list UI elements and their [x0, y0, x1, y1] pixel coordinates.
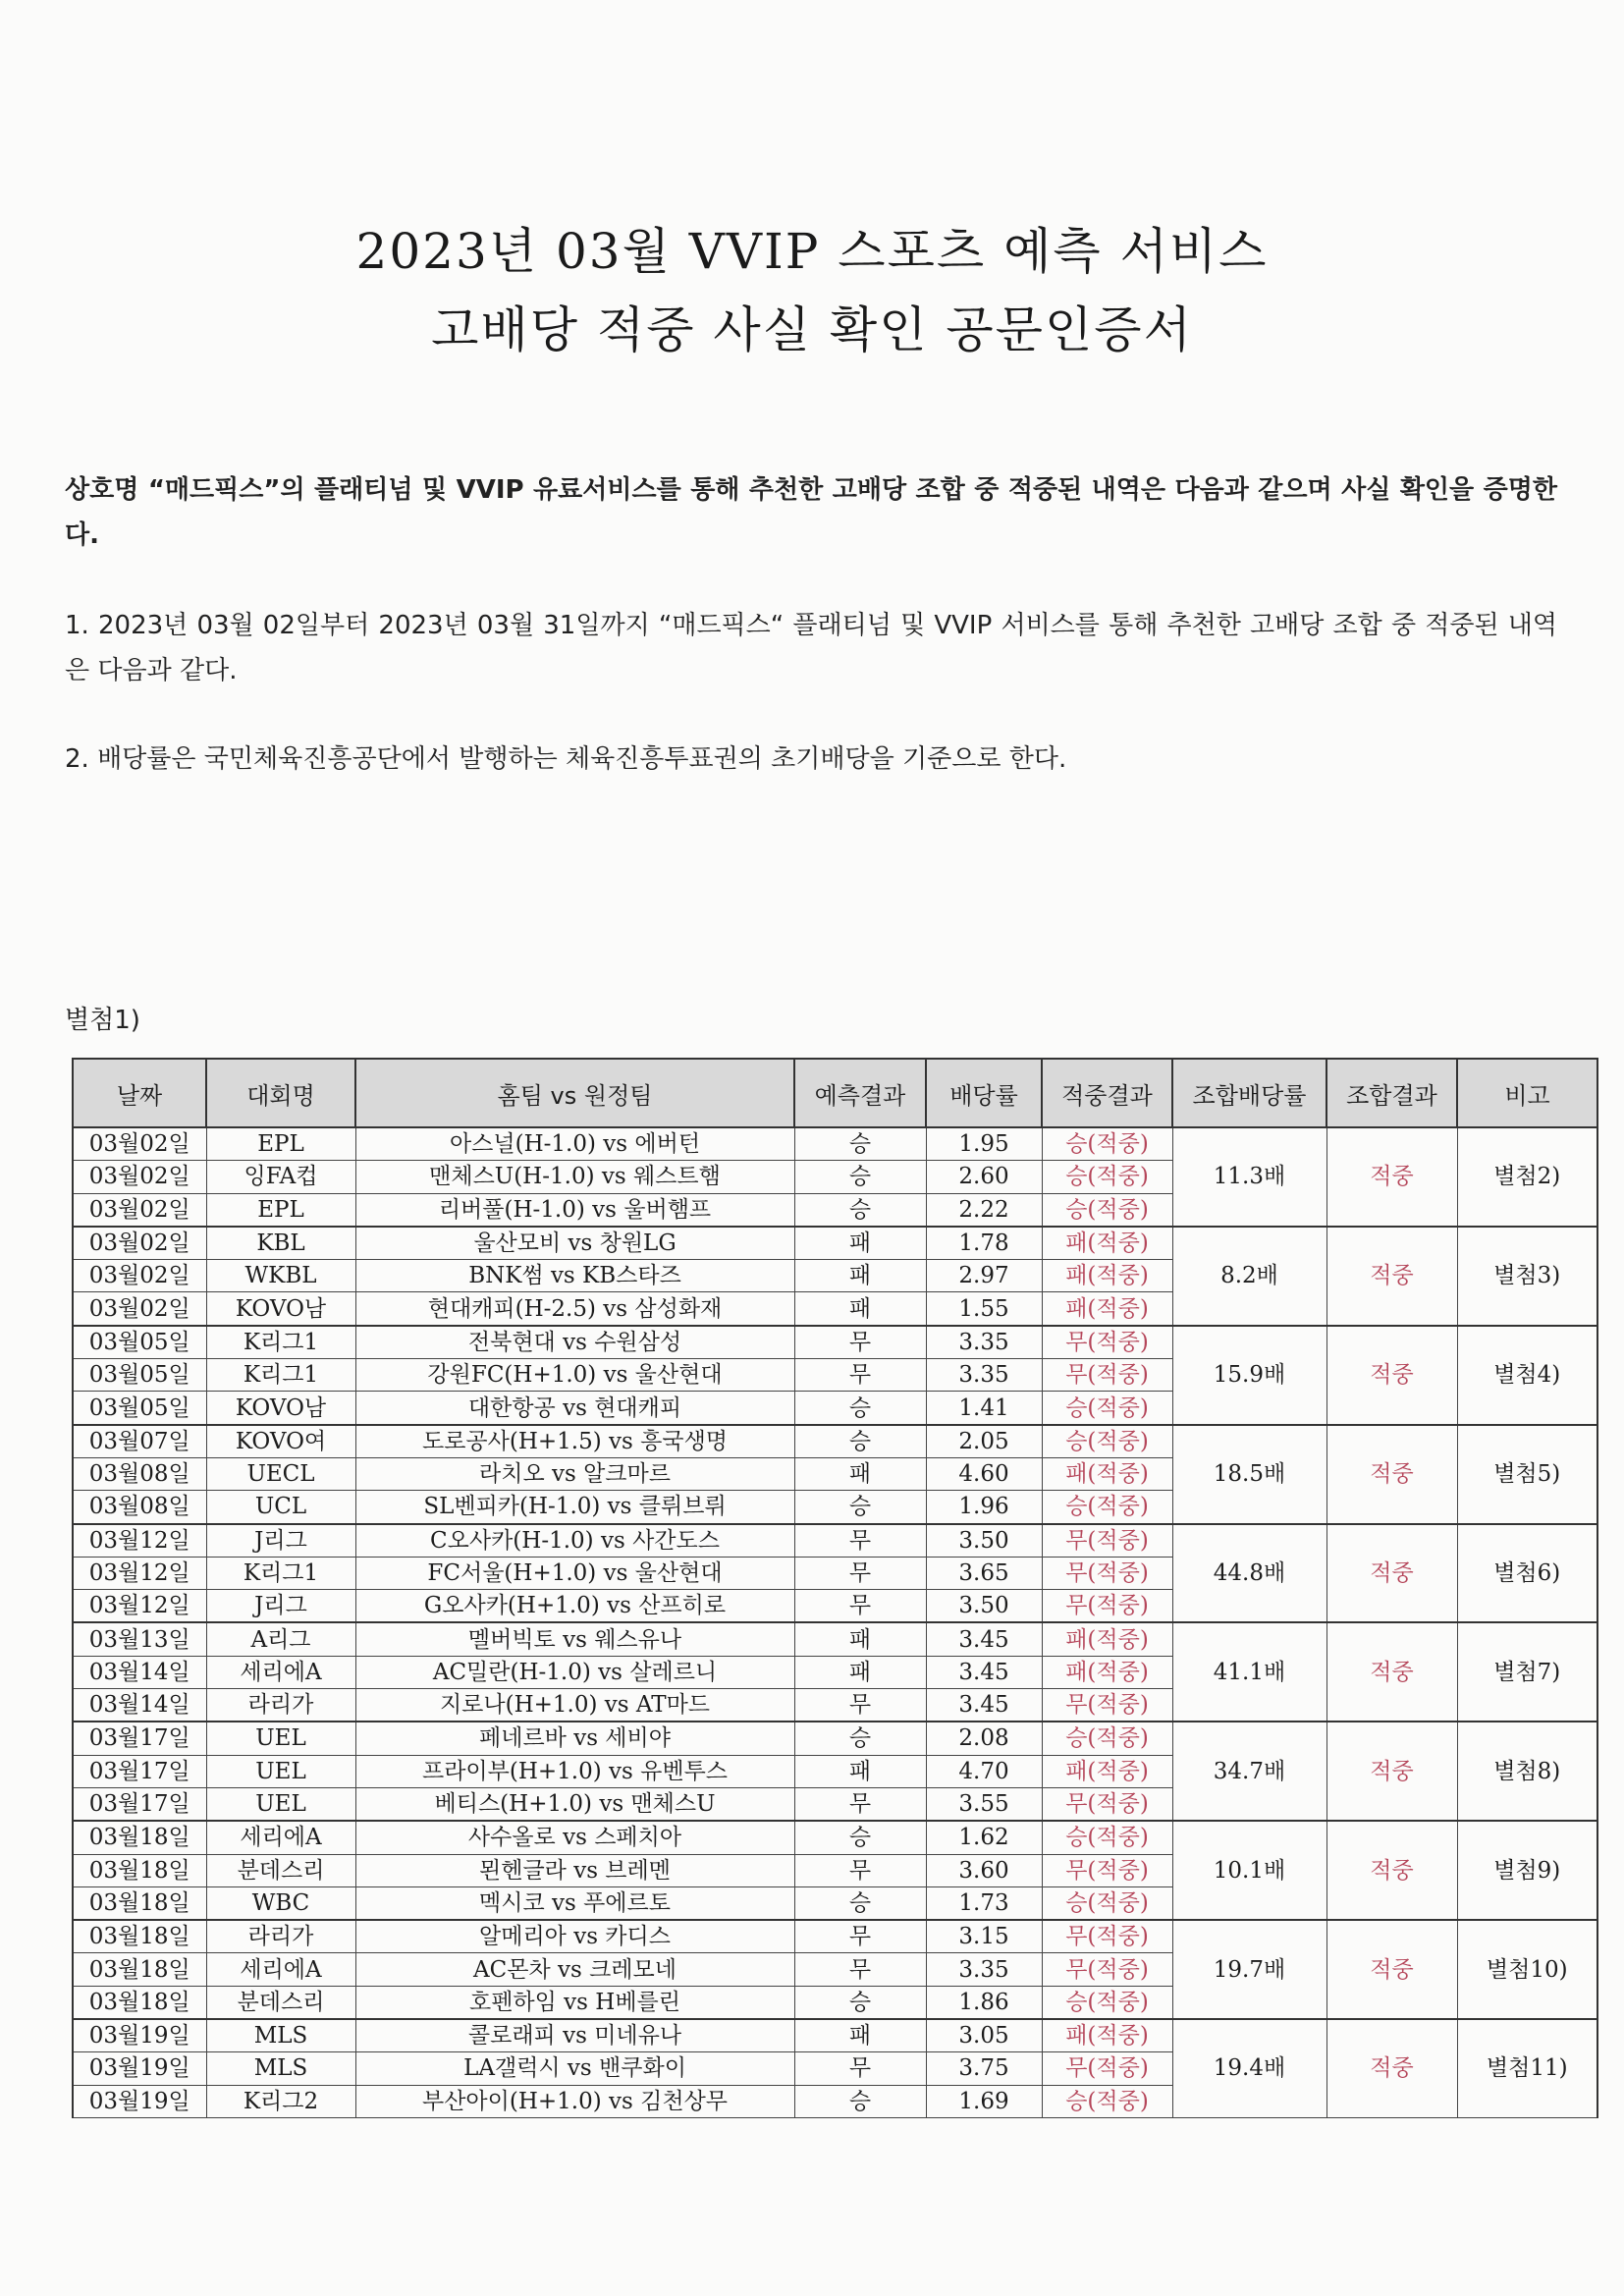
cell-league: 분데스리	[206, 1986, 355, 2019]
cell-league: K리그2	[206, 2085, 355, 2117]
cell-league: K리그1	[206, 1326, 355, 1359]
cell-hit-result: 승(적중)	[1042, 1392, 1172, 1425]
cell-date: 03월18일	[73, 1854, 206, 1886]
cell-pick: 패	[794, 1622, 926, 1656]
cell-odds: 3.45	[926, 1622, 1042, 1656]
cell-date: 03월14일	[73, 1689, 206, 1722]
cell-combo-result: 적중	[1326, 1622, 1457, 1722]
cell-hit-result: 패(적중)	[1042, 1227, 1172, 1260]
cell-odds: 3.35	[926, 1359, 1042, 1392]
cell-pick: 무	[794, 1524, 926, 1558]
cell-hit-result: 승(적중)	[1042, 1193, 1172, 1227]
cell-odds: 1.69	[926, 2085, 1042, 2117]
cell-league: UCL	[206, 1491, 355, 1524]
cell-date: 03월18일	[73, 1821, 206, 1854]
cell-odds: 3.50	[926, 1524, 1042, 1558]
cell-hit-result: 패(적중)	[1042, 1260, 1172, 1292]
cell-hit-result: 승(적중)	[1042, 1886, 1172, 1920]
cell-combo-odds: 8.2배	[1172, 1227, 1326, 1326]
cell-combo-odds: 19.7배	[1172, 1920, 1326, 2019]
header-note: 비고	[1457, 1059, 1597, 1127]
cell-hit-result: 패(적중)	[1042, 1292, 1172, 1326]
cell-date: 03월02일	[73, 1260, 206, 1292]
cell-date: 03월17일	[73, 1787, 206, 1821]
cell-league: UEL	[206, 1787, 355, 1821]
cell-note: 별첨5)	[1457, 1425, 1597, 1524]
cell-pick: 무	[794, 1854, 926, 1886]
cell-pick: 승	[794, 1986, 926, 2019]
cell-pick: 승	[794, 1127, 926, 1161]
cell-odds: 1.41	[926, 1392, 1042, 1425]
cell-match: 페네르바 vs 세비야	[355, 1722, 794, 1755]
cell-combo-result: 적중	[1326, 2019, 1457, 2117]
cell-pick: 패	[794, 1292, 926, 1326]
table-row	[73, 1722, 1597, 1755]
cell-hit-result: 승(적중)	[1042, 1425, 1172, 1458]
cell-date: 03월18일	[73, 1920, 206, 1953]
cell-match: 호펜하임 vs H베를린	[355, 1986, 794, 2019]
cell-pick: 패	[794, 1227, 926, 1260]
table-row	[73, 1127, 1597, 1161]
cell-note: 별첨9)	[1457, 1821, 1597, 1920]
cell-match: 지로나(H+1.0) vs AT마드	[355, 1689, 794, 1722]
cell-match: 라치오 vs 알크마르	[355, 1457, 794, 1490]
cell-hit-result: 무(적중)	[1042, 1920, 1172, 1953]
cell-combo-odds: 44.8배	[1172, 1524, 1326, 1623]
cell-match: 대한항공 vs 현대캐피	[355, 1392, 794, 1425]
table-row	[73, 1227, 1597, 1260]
cell-league: WBC	[206, 1886, 355, 1920]
header-match: 홈팀 vs 원정팀	[355, 1059, 794, 1127]
cell-date: 03월08일	[73, 1491, 206, 1524]
header-result: 적중결과	[1042, 1059, 1172, 1127]
cell-league: K리그1	[206, 1557, 355, 1589]
cell-hit-result: 승(적중)	[1042, 1986, 1172, 2019]
cell-league: MLS	[206, 2052, 355, 2085]
cell-league: WKBL	[206, 1260, 355, 1292]
cell-match: 멕시코 vs 푸에르토	[355, 1886, 794, 1920]
cell-league: 잉FA컵	[206, 1161, 355, 1193]
cell-league: KBL	[206, 1227, 355, 1260]
cell-date: 03월02일	[73, 1193, 206, 1227]
table-header-row	[73, 1059, 1597, 1127]
cell-odds: 3.55	[926, 1787, 1042, 1821]
cell-hit-result: 무(적중)	[1042, 1689, 1172, 1722]
table-row	[73, 2019, 1597, 2052]
cell-pick: 패	[794, 1260, 926, 1292]
cell-odds: 1.96	[926, 1491, 1042, 1524]
cell-hit-result: 승(적중)	[1042, 1161, 1172, 1193]
cell-odds: 1.55	[926, 1292, 1042, 1326]
table-row	[73, 1821, 1597, 1854]
cell-combo-odds: 34.7배	[1172, 1722, 1326, 1821]
cell-odds: 3.45	[926, 1689, 1042, 1722]
cell-league: 세리에A	[206, 1953, 355, 1986]
cell-match: AC밀란(H-1.0) vs 살레르니	[355, 1656, 794, 1688]
cell-date: 03월19일	[73, 2019, 206, 2052]
cell-league: 라리가	[206, 1689, 355, 1722]
cell-pick: 패	[794, 1755, 926, 1787]
cell-pick: 승	[794, 1886, 926, 1920]
cell-league: 라리가	[206, 1920, 355, 1953]
cell-odds: 2.08	[926, 1722, 1042, 1755]
cell-hit-result: 승(적중)	[1042, 1821, 1172, 1854]
cell-league: KOVO남	[206, 1292, 355, 1326]
cell-date: 03월12일	[73, 1590, 206, 1623]
cell-hit-result: 무(적중)	[1042, 1326, 1172, 1359]
cell-match: 전북현대 vs 수원삼성	[355, 1326, 794, 1359]
cell-odds: 1.62	[926, 1821, 1042, 1854]
cell-combo-result: 적중	[1326, 1920, 1457, 2019]
cell-note: 별첨2)	[1457, 1127, 1597, 1227]
cell-hit-result: 무(적중)	[1042, 1854, 1172, 1886]
table-row	[73, 1622, 1597, 1656]
cell-match: 사수올로 vs 스페치아	[355, 1821, 794, 1854]
cell-date: 03월02일	[73, 1292, 206, 1326]
document-title-line2: 고배당 적중 사실 확인 공문인증서	[431, 301, 1193, 358]
cell-odds: 3.05	[926, 2019, 1042, 2052]
table-row	[73, 1326, 1597, 1359]
cell-odds: 3.15	[926, 1920, 1042, 1953]
cell-date: 03월18일	[73, 1953, 206, 1986]
cell-date: 03월17일	[73, 1755, 206, 1787]
cell-league: EPL	[206, 1193, 355, 1227]
cell-date: 03월14일	[73, 1656, 206, 1688]
cell-hit-result: 무(적중)	[1042, 1557, 1172, 1589]
cell-pick: 승	[794, 1193, 926, 1227]
cell-match: SL벤피카(H-1.0) vs 클뤼브뤼	[355, 1491, 794, 1524]
cell-date: 03월05일	[73, 1359, 206, 1392]
cell-odds: 3.65	[926, 1557, 1042, 1589]
cell-date: 03월18일	[73, 1986, 206, 2019]
cell-match: C오사카(H-1.0) vs 사간도스	[355, 1524, 794, 1558]
cell-league: UECL	[206, 1457, 355, 1490]
clause-1: 1. 2023년 03월 02일부터 2023년 03월 31일까지 “매드픽스“ 플래티넘 및 VVIP 서비스를 통해 추천한 고배당 조합 중 적중된 내역은 다음과 같다.	[65, 611, 1557, 685]
cell-match: 멜버빅토 vs 웨스유나	[355, 1622, 794, 1656]
cell-league: KOVO여	[206, 1425, 355, 1458]
cell-league: J리그	[206, 1524, 355, 1558]
cell-league: K리그1	[206, 1359, 355, 1392]
cell-combo-odds: 19.4배	[1172, 2019, 1326, 2117]
cell-pick: 승	[794, 2085, 926, 2117]
cell-odds: 1.78	[926, 1227, 1042, 1260]
cell-match: BNK썸 vs KB스타즈	[355, 1260, 794, 1292]
cell-hit-result: 무(적중)	[1042, 1953, 1172, 1986]
cell-pick: 무	[794, 1326, 926, 1359]
cell-odds: 1.95	[926, 1127, 1042, 1161]
cell-date: 03월19일	[73, 2052, 206, 2085]
document-title-line1: 2023년 03월 VVIP 스포츠 예측 서비스	[355, 223, 1269, 280]
cell-hit-result: 승(적중)	[1042, 1491, 1172, 1524]
cell-odds: 4.70	[926, 1755, 1042, 1787]
cell-combo-result: 적중	[1326, 1722, 1457, 1821]
cell-pick: 무	[794, 1953, 926, 1986]
cell-league: A리그	[206, 1622, 355, 1656]
cell-note: 별첨11)	[1457, 2019, 1597, 2117]
cell-note: 별첨6)	[1457, 1524, 1597, 1623]
cell-pick: 무	[794, 1920, 926, 1953]
cell-hit-result: 승(적중)	[1042, 2085, 1172, 2117]
cell-hit-result: 승(적중)	[1042, 1127, 1172, 1161]
cell-hit-result: 패(적중)	[1042, 2019, 1172, 2052]
header-date: 날짜	[73, 1059, 206, 1127]
cell-match: 리버풀(H-1.0) vs 울버햄프	[355, 1193, 794, 1227]
cell-league: UEL	[206, 1722, 355, 1755]
cell-match: 아스널(H-1.0) vs 에버턴	[355, 1127, 794, 1161]
attachment-label: 별첨1)	[65, 1006, 140, 1035]
cell-combo-odds: 15.9배	[1172, 1326, 1326, 1425]
cell-match: 현대캐피(H-2.5) vs 삼성화재	[355, 1292, 794, 1326]
cell-match: 베티스(H+1.0) vs 맨체스U	[355, 1787, 794, 1821]
header-pick: 예측결과	[794, 1059, 926, 1127]
cell-odds: 3.75	[926, 2052, 1042, 2085]
cell-hit-result: 무(적중)	[1042, 1787, 1172, 1821]
clause-2: 2. 배당률은 국민체육진흥공단에서 발행하는 체육진흥투표권의 초기배당을 기준으로 한다.	[65, 744, 1067, 774]
cell-combo-odds: 10.1배	[1172, 1821, 1326, 1920]
cell-pick: 승	[794, 1425, 926, 1458]
cell-league: UEL	[206, 1755, 355, 1787]
cell-match: G오사카(H+1.0) vs 산프히로	[355, 1590, 794, 1623]
cell-league: 분데스리	[206, 1854, 355, 1886]
cell-pick: 무	[794, 1787, 926, 1821]
header-league: 대회명	[206, 1059, 355, 1127]
cell-date: 03월02일	[73, 1161, 206, 1193]
cell-match: 콜로래피 vs 미네유나	[355, 2019, 794, 2052]
cell-date: 03월05일	[73, 1392, 206, 1425]
cell-combo-result: 적중	[1326, 1326, 1457, 1425]
cell-pick: 승	[794, 1392, 926, 1425]
cell-league: EPL	[206, 1127, 355, 1161]
cell-match: LA갤럭시 vs 밴쿠화이	[355, 2052, 794, 2085]
cell-odds: 3.60	[926, 1854, 1042, 1886]
cell-odds: 1.86	[926, 1986, 1042, 2019]
cell-pick: 패	[794, 1457, 926, 1490]
cell-pick: 무	[794, 2052, 926, 2085]
cell-pick: 패	[794, 1656, 926, 1688]
cell-combo-result: 적중	[1326, 1821, 1457, 1920]
cell-league: 세리에A	[206, 1656, 355, 1688]
cell-hit-result: 패(적중)	[1042, 1656, 1172, 1688]
cell-match: 강원FC(H+1.0) vs 울산현대	[355, 1359, 794, 1392]
cell-league: KOVO남	[206, 1392, 355, 1425]
cell-match: AC몬차 vs 크레모네	[355, 1953, 794, 1986]
cell-hit-result: 패(적중)	[1042, 1622, 1172, 1656]
cell-hit-result: 무(적중)	[1042, 1590, 1172, 1623]
cell-date: 03월13일	[73, 1622, 206, 1656]
cell-pick: 무	[794, 1590, 926, 1623]
cell-odds: 3.45	[926, 1656, 1042, 1688]
header-combo-odds: 조합배당률	[1172, 1059, 1326, 1127]
results-table	[72, 1058, 1598, 2118]
cell-date: 03월19일	[73, 2085, 206, 2117]
cell-date: 03월18일	[73, 1886, 206, 1920]
cell-note: 별첨3)	[1457, 1227, 1597, 1326]
cell-combo-odds: 41.1배	[1172, 1622, 1326, 1722]
cell-odds: 3.35	[926, 1953, 1042, 1986]
cell-match: 부산아이(H+1.0) vs 김천상무	[355, 2085, 794, 2117]
cell-date: 03월02일	[73, 1227, 206, 1260]
cell-odds: 2.60	[926, 1161, 1042, 1193]
cell-pick: 승	[794, 1821, 926, 1854]
cell-odds: 2.97	[926, 1260, 1042, 1292]
cell-combo-odds: 18.5배	[1172, 1425, 1326, 1524]
cell-date: 03월05일	[73, 1326, 206, 1359]
header-combo-result: 조합결과	[1326, 1059, 1457, 1127]
cell-date: 03월12일	[73, 1557, 206, 1589]
cell-league: 세리에A	[206, 1821, 355, 1854]
cell-hit-result: 무(적중)	[1042, 1359, 1172, 1392]
table-row	[73, 1920, 1597, 1953]
cell-date: 03월02일	[73, 1127, 206, 1161]
cell-note: 별첨7)	[1457, 1622, 1597, 1722]
cell-match: 묀헨글라 vs 브레멘	[355, 1854, 794, 1886]
cell-combo-odds: 11.3배	[1172, 1127, 1326, 1227]
cell-pick: 승	[794, 1161, 926, 1193]
cell-odds: 2.22	[926, 1193, 1042, 1227]
cell-pick: 무	[794, 1359, 926, 1392]
cell-league: MLS	[206, 2019, 355, 2052]
intro-paragraph: 상호명 “매드픽스”의 플래티넘 및 VVIP 유료서비스를 통해 추천한 고배당 조합 중 적중된 내역은 다음과 같으며 사실 확인을 증명한다.	[65, 475, 1557, 550]
cell-combo-result: 적중	[1326, 1127, 1457, 1227]
header-odds: 배당률	[926, 1059, 1042, 1127]
cell-hit-result: 패(적중)	[1042, 1457, 1172, 1490]
cell-combo-result: 적중	[1326, 1227, 1457, 1326]
cell-pick: 패	[794, 2019, 926, 2052]
cell-match: 맨체스U(H-1.0) vs 웨스트햄	[355, 1161, 794, 1193]
cell-match: FC서울(H+1.0) vs 울산현대	[355, 1557, 794, 1589]
cell-pick: 무	[794, 1557, 926, 1589]
cell-hit-result: 승(적중)	[1042, 1722, 1172, 1755]
table-row	[73, 1425, 1597, 1458]
cell-odds: 1.73	[926, 1886, 1042, 1920]
cell-date: 03월17일	[73, 1722, 206, 1755]
cell-hit-result: 무(적중)	[1042, 2052, 1172, 2085]
cell-hit-result: 무(적중)	[1042, 1524, 1172, 1558]
cell-pick: 무	[794, 1689, 926, 1722]
cell-note: 별첨8)	[1457, 1722, 1597, 1821]
cell-odds: 2.05	[926, 1425, 1042, 1458]
cell-odds: 3.35	[926, 1326, 1042, 1359]
table-row	[73, 1524, 1597, 1558]
cell-hit-result: 패(적중)	[1042, 1755, 1172, 1787]
cell-pick: 승	[794, 1722, 926, 1755]
cell-combo-result: 적중	[1326, 1524, 1457, 1623]
cell-date: 03월07일	[73, 1425, 206, 1458]
cell-date: 03월08일	[73, 1457, 206, 1490]
cell-league: J리그	[206, 1590, 355, 1623]
cell-note: 별첨10)	[1457, 1920, 1597, 2019]
cell-odds: 4.60	[926, 1457, 1042, 1490]
cell-match: 알메리아 vs 카디스	[355, 1920, 794, 1953]
cell-odds: 3.50	[926, 1590, 1042, 1623]
cell-note: 별첨4)	[1457, 1326, 1597, 1425]
cell-date: 03월12일	[73, 1524, 206, 1558]
cell-match: 도로공사(H+1.5) vs 흥국생명	[355, 1425, 794, 1458]
cell-match: 프라이부(H+1.0) vs 유벤투스	[355, 1755, 794, 1787]
results-body	[73, 1127, 1597, 2117]
cell-pick: 승	[794, 1491, 926, 1524]
cell-match: 울산모비 vs 창원LG	[355, 1227, 794, 1260]
cell-combo-result: 적중	[1326, 1425, 1457, 1524]
